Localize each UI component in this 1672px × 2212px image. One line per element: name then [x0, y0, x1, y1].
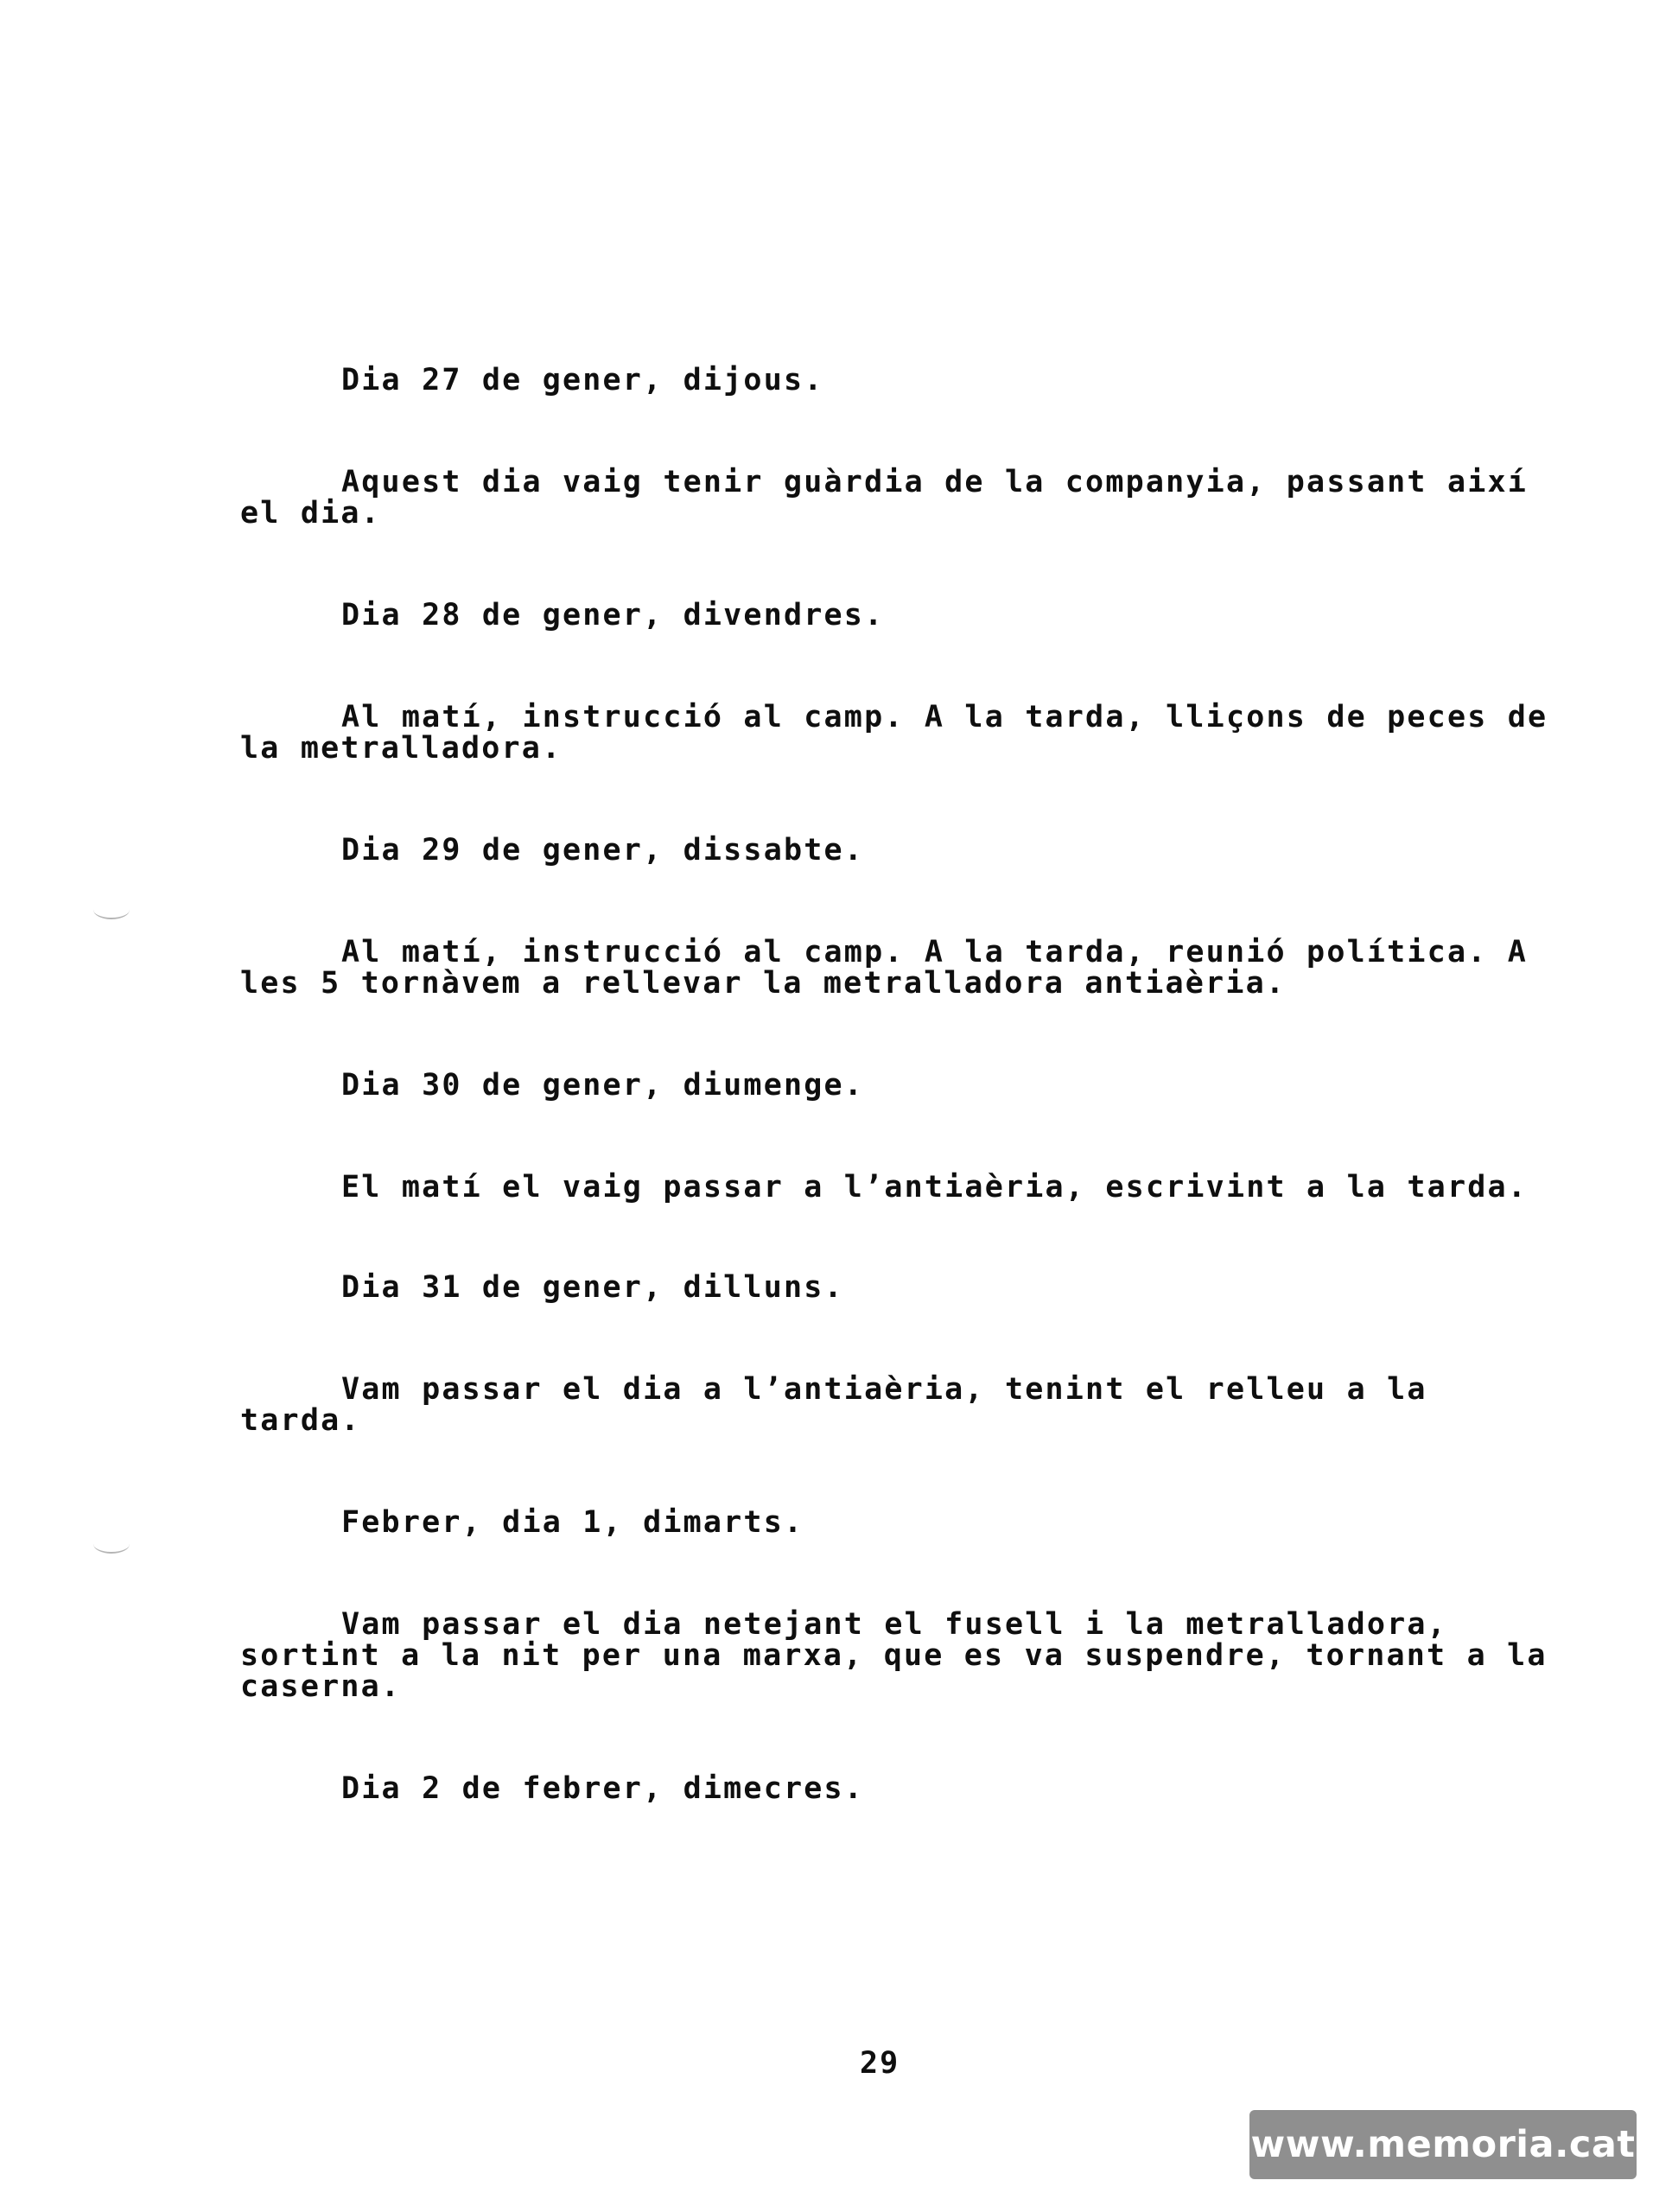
entry-heading: Dia 30 de gener, diumenge. — [341, 1068, 865, 1103]
entry-heading: Dia 2 de febrer, dimecres. — [341, 1771, 865, 1806]
entry-heading: Dia 28 de gener, divendres. — [341, 598, 885, 632]
entry-text: Vam passar el dia a l’antiaèria, tenint el relleu a la tarda. — [240, 1372, 1447, 1438]
entry-text: Aquest dia vaig tenir guàrdia de la companyia, passant així el dia. — [240, 465, 1548, 531]
entry-heading: Dia 29 de gener, dissabte. — [341, 833, 865, 868]
entry-text: Al matí, instrucció al camp. A la tarda, lliçons de peces de la metralladora. — [240, 700, 1568, 766]
site-watermark: www.memoria.cat — [1249, 2110, 1637, 2179]
entry-heading: Febrer, dia 1, dimarts. — [341, 1505, 804, 1540]
entry-heading: Dia 27 de gener, dijous. — [341, 363, 824, 397]
entry-text: Vam passar el dia netejant el fusell i la metralladora, sortint a la nit per una marxa, que es va suspendre, tornant a la caserna. — [240, 1607, 1567, 1704]
entry-text: Al matí, instrucció al camp. A la tarda, reunió política. A les 5 tornàvem a rellevar la metralladora antiaèria. — [240, 935, 1548, 1001]
punch-hole-mark — [93, 1535, 130, 1554]
page-number: 29 — [860, 2046, 900, 2081]
entry-heading: Dia 31 de gener, dilluns. — [341, 1270, 844, 1305]
entry-text: El matí el vaig passar a l’antiaèria, escrivint a la tarda. — [341, 1170, 1529, 1205]
punch-hole-mark — [93, 900, 130, 919]
